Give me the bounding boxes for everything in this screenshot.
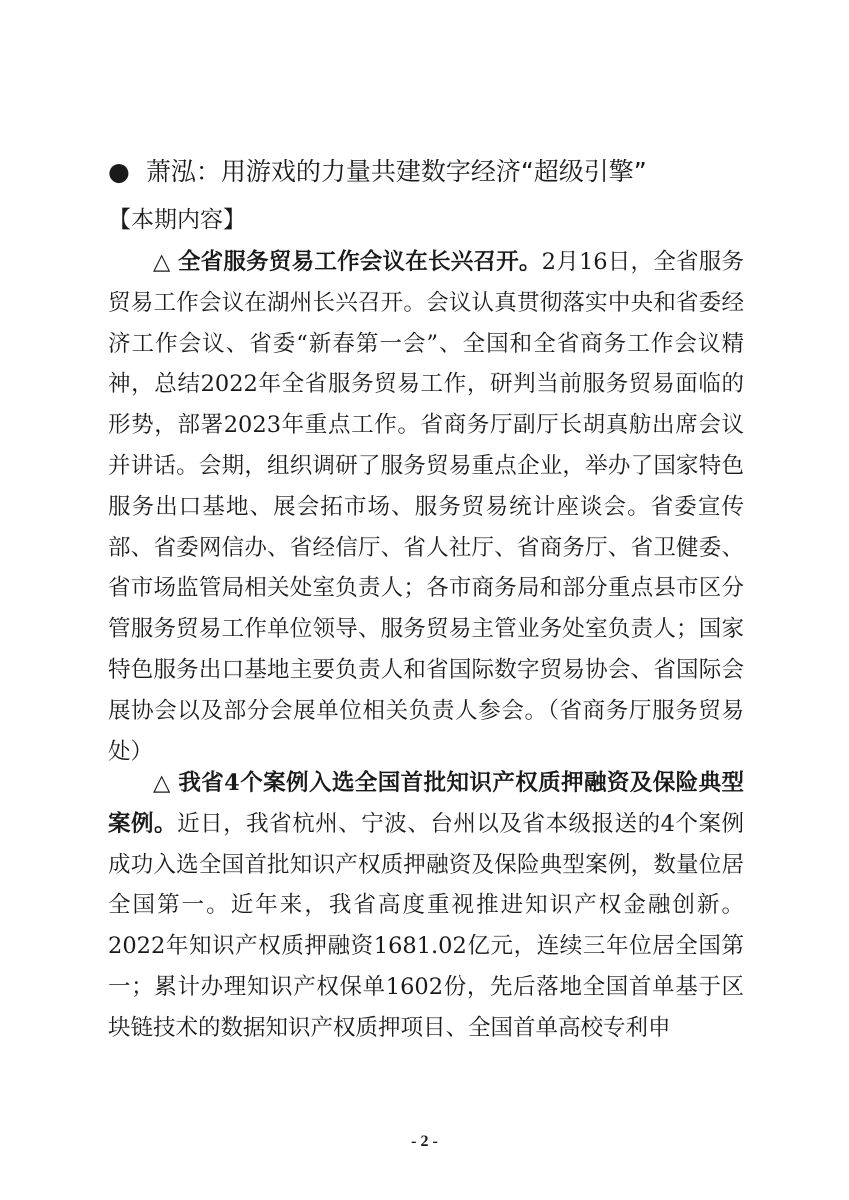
news-body: 近日，我省杭州、宁波、台州以及省本级报送的4个案例成功入选全国首批知识产权质押融资及保险典型案例，数量位居全国第一。近年来，我省高度重视推进知识产权金融创新。2022年知识产权质押融资1681.02亿元，连续三年位居全国第一；累计办理知识产权保单1602份，先后落地全国首单基于区块链技术的数据知识产权质押项目、全国首单高校专利申 xyxy=(108,810,744,1041)
page-number: - 2 - xyxy=(411,1133,438,1150)
news-headline: 我省4个案例入选全国首批知识产权质押融资及保险典型案例。 xyxy=(108,770,744,837)
news-body: 2月16日，全省服务贸易工作会议在湖州长兴召开。会议认真贯彻落实中央和省委经济工作会议、省委“新春第一会”、全国和全省商务工作会议精神，总结2022年全省服务贸易工作，研判当前服务贸易面临的形势，部署2023年重点工作。省商务厅副厅长胡真舫出席会议并讲话。会期，组织调研了服务贸易重点企业，举办了国家特色服务出口基地、展会拓市场、服务贸易统计座谈会。省委宣传部、省委网信办、省经信厅、省人社厅、省商务厅、省卫健委、省市场监管局相关处室负责人；各市商务局和部分重点县市区分管服务贸易工作单位领导、服务贸易主管业务处室负责人；国家特色服务出口基地主要负责人和省国际数字贸易协会、省国际会展协会以及部分会展单位相关负责人参会。（省商务厅服务贸易处） xyxy=(108,249,744,765)
news-item xyxy=(108,242,744,772)
news-headline: 全省服务贸易工作会议在长兴召开。 xyxy=(177,249,542,275)
bullet-icon: ● xyxy=(108,157,130,186)
news-item xyxy=(108,763,744,1049)
section-heading: 【本期内容】 xyxy=(108,207,246,233)
bullet-text: 萧泓：用游戏的力量共建数字经济“超级引擎” xyxy=(145,157,647,186)
bullet-item xyxy=(108,152,647,192)
triangle-icon: △ xyxy=(153,249,171,275)
triangle-icon: △ xyxy=(153,770,171,796)
